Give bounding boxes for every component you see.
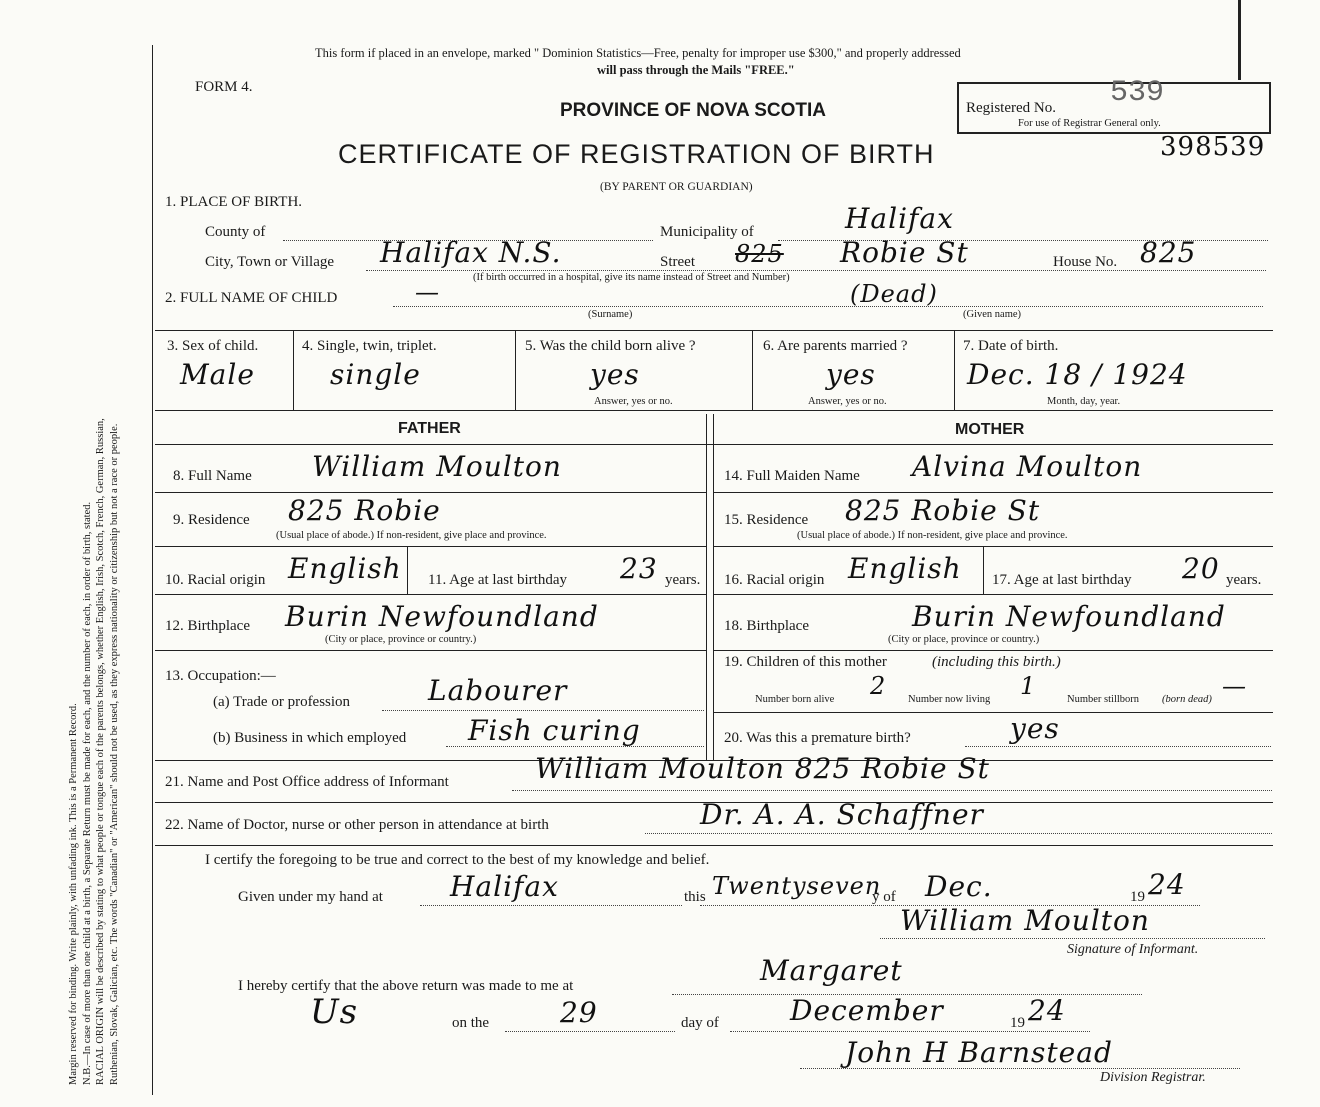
row-rule bbox=[713, 712, 1273, 713]
city-value: Halifax N.S. bbox=[380, 236, 562, 269]
mail-notice-2: will pass through the Mails "FREE." bbox=[597, 63, 795, 77]
father-birthplace-caption: (City or place, province or country.) bbox=[325, 634, 477, 645]
row-rule bbox=[155, 492, 706, 493]
given-year: 24 bbox=[1148, 868, 1186, 901]
father-age-label: 11. Age at last birthday bbox=[428, 572, 567, 588]
born-alive-label: Number born alive bbox=[755, 694, 835, 705]
form-number: FORM 4. bbox=[195, 79, 253, 95]
registrar-caption: Division Registrar. bbox=[1100, 1070, 1206, 1085]
married-caption: Answer, yes or no. bbox=[808, 396, 887, 407]
given-place: Halifax bbox=[450, 870, 559, 903]
mother-birthplace-label: 18. Birthplace bbox=[724, 618, 809, 634]
col-rule bbox=[752, 330, 753, 410]
row-rule bbox=[713, 492, 1273, 493]
informant-value: William Moulton 825 Robie St bbox=[535, 752, 990, 785]
registered-label: Registered No. bbox=[966, 100, 1056, 116]
occupation-label: 13. Occupation:— bbox=[165, 668, 276, 684]
father-racial-label: 10. Racial origin bbox=[165, 572, 266, 588]
business-line bbox=[446, 746, 704, 747]
children-label: 19. Children of this mother bbox=[724, 654, 887, 670]
dob-value: Dec. 18 / 1924 bbox=[967, 358, 1188, 391]
mother-age-label: 17. Age at last birthday bbox=[992, 572, 1132, 588]
row-rule bbox=[713, 650, 1273, 651]
alive-value: yes bbox=[590, 358, 640, 391]
surname-caption: (Surname) bbox=[588, 309, 633, 320]
informant-line bbox=[512, 790, 1272, 791]
registrar-place-2: Us bbox=[310, 992, 359, 1032]
father-birthplace-label: 12. Birthplace bbox=[165, 618, 250, 634]
margin-rule bbox=[152, 45, 153, 1095]
this-label: this bbox=[684, 889, 706, 905]
row-rule-2 bbox=[155, 410, 1273, 411]
child-name-label: 2. FULL NAME OF CHILD bbox=[165, 290, 338, 306]
on-the-label: on the bbox=[452, 1015, 490, 1031]
trade-label: (a) Trade or profession bbox=[213, 694, 351, 710]
row-rule bbox=[155, 546, 706, 547]
child-name-line bbox=[393, 306, 1263, 307]
col-rule bbox=[515, 330, 516, 410]
page-subtitle: (BY PARENT OR GUARDIAN) bbox=[600, 181, 753, 193]
father-birthplace-value: Burin Newfoundland bbox=[285, 600, 599, 633]
row-rule bbox=[155, 594, 706, 595]
plurality-label: 4. Single, twin, triplet. bbox=[302, 338, 437, 354]
corner-mark bbox=[1238, 0, 1241, 80]
registrar-place: Margaret bbox=[760, 954, 903, 987]
row-rule-1 bbox=[155, 330, 1273, 331]
father-residence-label: 9. Residence bbox=[173, 512, 250, 528]
given-caption: (Given name) bbox=[963, 309, 1022, 320]
registrar-signature-line bbox=[800, 1068, 1240, 1069]
given-year-prefix: 19 bbox=[1130, 889, 1145, 905]
county-label: County of bbox=[205, 224, 266, 240]
business-label: (b) Business in which employed bbox=[213, 730, 407, 746]
row-rule-6 bbox=[155, 845, 1273, 846]
registrar-note: For use of Registrar General only. bbox=[1018, 118, 1161, 129]
margin-notes bbox=[67, 418, 121, 1085]
row-rule bbox=[713, 546, 1273, 547]
certify-statement: I certify the foregoing to be true and correct to the best of my knowledge and belief. bbox=[205, 852, 710, 868]
mail-notice-1: This form if placed in an envelope, marked " Dominion Statistics—Free, penalty for improper use $300," and properly addressed bbox=[315, 46, 961, 60]
given-place-line bbox=[420, 905, 682, 906]
mother-name-label: 14. Full Maiden Name bbox=[724, 468, 860, 484]
mother-racial-label: 16. Racial origin bbox=[724, 572, 825, 588]
registrar-date-line bbox=[730, 1031, 1090, 1032]
given-value: (Dead) bbox=[850, 280, 938, 308]
born-alive-value: 2 bbox=[870, 672, 887, 700]
street-struck: 825 bbox=[735, 240, 784, 268]
city-line bbox=[366, 270, 1266, 271]
margin-note-1: Margin reserved for binding. Write plainly, with unfading ink. This is a Permanent Record. bbox=[68, 703, 79, 1085]
day-of-label: day of bbox=[681, 1015, 719, 1031]
informant-label: 21. Name and Post Office address of Informant bbox=[165, 774, 449, 790]
stillborn-note: (born dead) bbox=[1162, 694, 1212, 705]
father-heading: FATHER bbox=[398, 420, 461, 437]
plurality-value: single bbox=[330, 358, 421, 391]
col-rule bbox=[983, 546, 984, 594]
row-rule bbox=[155, 650, 706, 651]
given-month: Dec. bbox=[925, 870, 993, 903]
sex-label: 3. Sex of child. bbox=[167, 338, 259, 354]
registrar-day-line bbox=[505, 1031, 675, 1032]
registrar-signature: John H Barnstead bbox=[845, 1036, 1113, 1069]
of-label: y of bbox=[872, 889, 896, 905]
house-value: 825 bbox=[1140, 236, 1197, 269]
father-residence-caption: (Usual place of abode.) If non-resident, give place and province. bbox=[276, 530, 547, 541]
mother-residence-value: 825 Robie St bbox=[845, 494, 1041, 527]
place-section-label: 1. PLACE OF BIRTH. bbox=[165, 194, 303, 210]
margin-note-2: N.B.—In case of more than one child at a birth, a Separate Return must be made for each, and the number of each, in order of birth, stated. bbox=[81, 501, 93, 1085]
parent-divider bbox=[706, 414, 707, 760]
married-value: yes bbox=[826, 358, 876, 391]
premature-label: 20. Was this a premature birth? bbox=[724, 730, 911, 746]
col-rule bbox=[293, 330, 294, 410]
margin-note-3: RACIAL ORIGIN will be described by stating to what people or tongue each of the parents belongs, whether English, Irish, Scotch, French, German, Russian, bbox=[95, 418, 107, 1085]
trade-line bbox=[382, 710, 704, 711]
children-note: (including this birth.) bbox=[932, 654, 1061, 670]
father-racial-value: English bbox=[288, 552, 402, 585]
business-value: Fish curing bbox=[468, 714, 641, 747]
father-name-value: William Moulton bbox=[312, 450, 562, 483]
father-name-label: 8. Full Name bbox=[173, 468, 252, 484]
dob-caption: Month, day, year. bbox=[1047, 396, 1121, 407]
now-living-value: 1 bbox=[1020, 672, 1037, 700]
surname-dash: — bbox=[415, 278, 440, 306]
alive-caption: Answer, yes or no. bbox=[594, 396, 673, 407]
parent-divider bbox=[713, 414, 714, 760]
mother-name-value: Alvina Moulton bbox=[912, 450, 1143, 483]
mother-years: years. bbox=[1226, 572, 1262, 588]
house-label: House No. bbox=[1053, 254, 1118, 270]
col-rule bbox=[407, 546, 408, 594]
hospital-note: (If birth occurred in a hospital, give its name instead of Street and Number) bbox=[473, 272, 790, 283]
informant-signature: William Moulton bbox=[900, 904, 1150, 937]
registrar-statement: I hereby certify that the above return was made to me at bbox=[238, 978, 574, 994]
page-title: CERTIFICATE OF REGISTRATION OF BIRTH bbox=[338, 139, 935, 169]
registrar-month: December bbox=[790, 994, 944, 1027]
doctor-value: Dr. A. A. Schaffner bbox=[700, 798, 984, 831]
row-rule bbox=[713, 594, 1273, 595]
given-day: Twentyseven bbox=[712, 872, 882, 900]
given-label: Given under my hand at bbox=[238, 889, 383, 905]
stillborn-label: Number stillborn bbox=[1067, 694, 1140, 705]
mother-racial-value: English bbox=[848, 552, 962, 585]
mother-heading: MOTHER bbox=[955, 421, 1025, 438]
doctor-label: 22. Name of Doctor, nurse or other person in attendance at birth bbox=[165, 817, 549, 833]
father-age-value: 23 bbox=[620, 552, 658, 585]
municipality-label: Municipality of bbox=[660, 224, 754, 240]
municipality-value: Halifax bbox=[845, 202, 954, 235]
col-rule bbox=[954, 330, 955, 410]
row-rule-3 bbox=[155, 444, 1273, 445]
signature-line bbox=[880, 938, 1265, 939]
margin-note-4: Ruthenian, Slovak, Galician, etc. The words "Canadian" or "American" should not be used, as they express nationality or citizenship but not a race or people. bbox=[108, 423, 120, 1085]
father-residence-value: 825 Robie bbox=[288, 494, 441, 527]
doctor-line bbox=[645, 833, 1272, 834]
dob-label: 7. Date of birth. bbox=[963, 338, 1059, 354]
mother-residence-caption: (Usual place of abode.) If non-resident, give place and province. bbox=[797, 530, 1068, 541]
mother-age-value: 20 bbox=[1182, 552, 1220, 585]
alive-label: 5. Was the child born alive ? bbox=[525, 338, 696, 354]
mother-birthplace-caption: (City or place, province or country.) bbox=[888, 634, 1040, 645]
mother-birthplace-value: Burin Newfoundland bbox=[912, 600, 1226, 633]
sex-value: Male bbox=[180, 358, 255, 391]
signature-caption: Signature of Informant. bbox=[1067, 942, 1199, 957]
premature-value: yes bbox=[1010, 712, 1060, 745]
registrar-day: 29 bbox=[560, 996, 598, 1029]
city-label: City, Town or Village bbox=[205, 254, 335, 270]
mother-residence-label: 15. Residence bbox=[724, 512, 809, 528]
street-value: Robie St bbox=[840, 236, 969, 269]
handwritten-number: 398539 bbox=[1160, 132, 1266, 162]
father-years: years. bbox=[665, 572, 701, 588]
now-living-label: Number now living bbox=[908, 694, 991, 705]
trade-value: Labourer bbox=[428, 674, 568, 707]
registered-stamp: 539 bbox=[1110, 76, 1165, 110]
married-label: 6. Are parents married ? bbox=[763, 338, 908, 354]
premature-line bbox=[965, 746, 1271, 747]
street-label: Street bbox=[660, 254, 695, 270]
registrar-year: 24 bbox=[1028, 994, 1066, 1027]
stillborn-value: — bbox=[1222, 672, 1247, 700]
registrar-year-prefix: 19 bbox=[1010, 1015, 1025, 1031]
province-name: PROVINCE OF NOVA SCOTIA bbox=[560, 100, 827, 121]
